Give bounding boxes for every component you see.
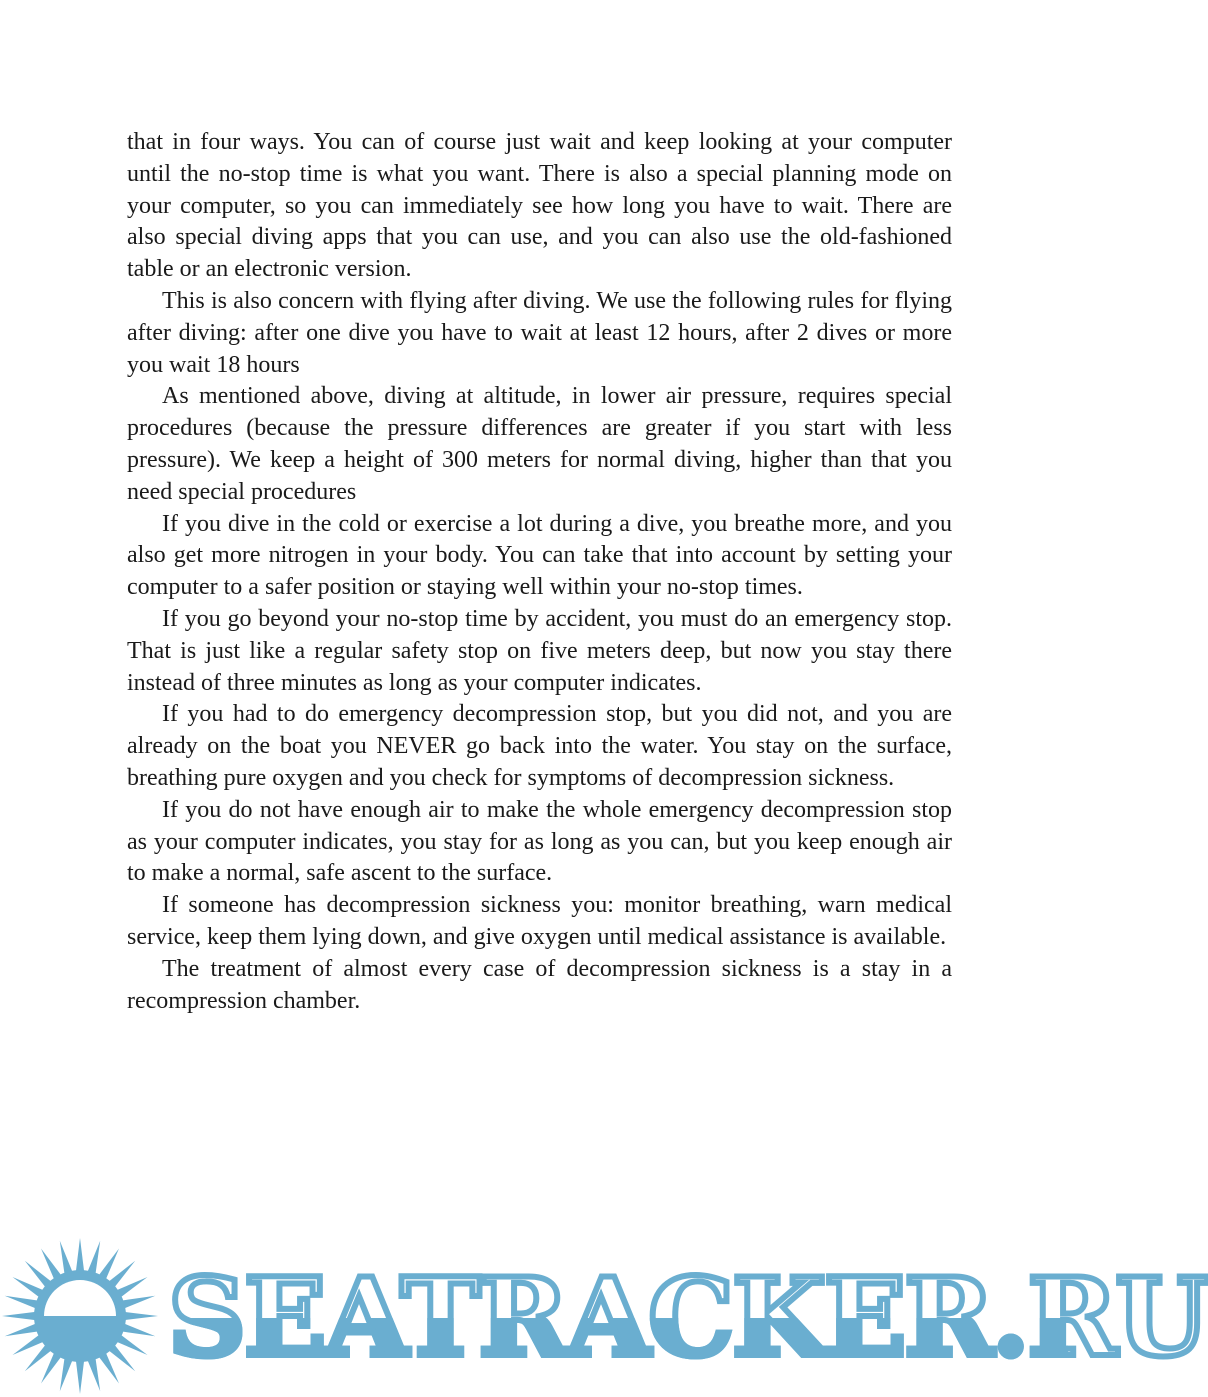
watermark-text: SEATRACKER.RU (168, 1248, 1068, 1388)
watermark (0, 1236, 1208, 1397)
paragraph-low-air: If you do not have enough air to make the whole emergency decompression stop as your computer indicates, you stay for as long as you can, but you keep enough air to make a normal, safe ascent to the surface. (127, 796, 952, 887)
page-body (127, 127, 952, 1017)
paragraph-first-aid: If someone has decompression sickness you: monitor breathing, warn medical service, keep them lying down, and give oxygen until medical assistance is available. (127, 892, 952, 950)
paragraph-continuation: that in four ways. You can of course just wait and keep looking at your computer until the no-stop time is what you want. There is also a special planning mode on your computer, so you can immediately see how long you have to wait. There are also special diving apps that you can use, and you can also use the old-fashioned table or an electronic version. (127, 129, 952, 283)
paragraph-emergency-stop: If you go beyond your no-stop time by accident, you must do an emergency stop. That is just like a regular safety stop on five meters deep, but now you stay there instead of three minutes as long as your computer indicates. (127, 605, 952, 696)
paragraph-missed-decompression: If you had to do emergency decompression stop, but you did not, and you are already on the boat you NEVER go back into the water. You stay on the surface, breathing pure oxygen and you check for symptoms of decompression sickness. (127, 701, 952, 791)
paragraph-flying-after-diving: This is also concern with flying after diving. We use the following rules for flying after diving: after one dive you have to wait at least 12 hours, after 2 dives or more you wait 18 hours (127, 287, 952, 378)
paragraph-treatment: The treatment of almost every case of decompression sickness is a stay in a recompression chamber. (127, 955, 952, 1014)
paragraph-cold-exercise: If you dive in the cold or exercise a lot during a dive, you breathe more, and you also get more nitrogen in your body. You can take that into account by setting your computer to a safer position or staying well within your no-stop times. (127, 510, 952, 601)
paragraph-altitude-diving: As mentioned above, diving at altitude, in lower air pressure, requires special procedures (because the pressure differences are greater if you start with less pressure). We keep a height of 300 meters for normal diving, higher than that you need special procedures (127, 383, 952, 505)
sun-icon (0, 1236, 160, 1397)
